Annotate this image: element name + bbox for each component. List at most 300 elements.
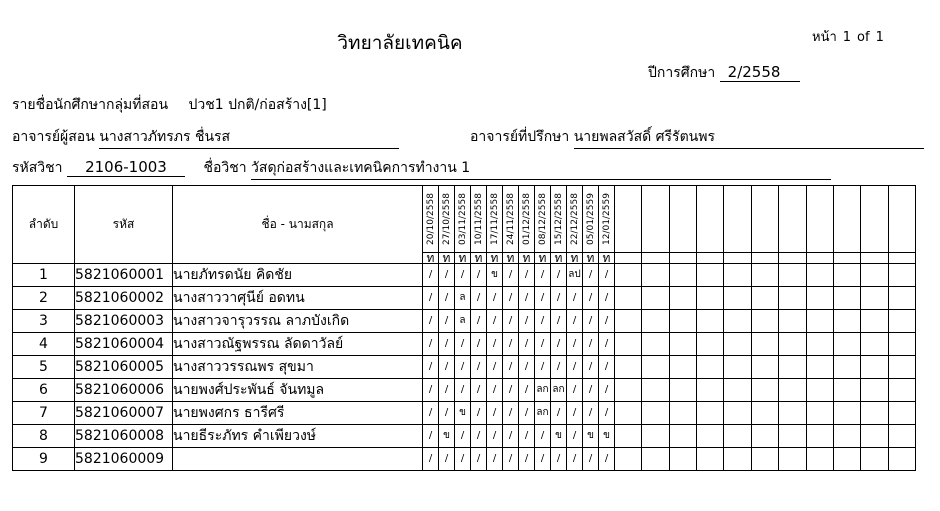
empty-cell bbox=[724, 448, 751, 471]
empty-cell bbox=[642, 379, 669, 402]
table-row bbox=[13, 425, 916, 448]
date-label: 22/12/2558 bbox=[569, 193, 580, 245]
attendance-mark: / bbox=[599, 356, 615, 379]
row-number: 1 bbox=[13, 264, 75, 287]
student-code: 5821060002 bbox=[75, 287, 173, 310]
empty-cell bbox=[642, 264, 669, 287]
attendance-mark: / bbox=[583, 356, 599, 379]
attendance-mark: / bbox=[439, 310, 455, 333]
attendance-mark: / bbox=[567, 310, 583, 333]
empty-cell bbox=[615, 448, 642, 471]
attendance-mark: / bbox=[503, 379, 519, 402]
date-header bbox=[455, 186, 471, 253]
date-header bbox=[551, 186, 567, 253]
empty-cell bbox=[833, 310, 860, 333]
empty-cell bbox=[833, 379, 860, 402]
empty-cell bbox=[697, 310, 724, 333]
empty-header bbox=[751, 186, 778, 253]
empty-cell bbox=[751, 379, 778, 402]
empty-cell bbox=[888, 356, 915, 379]
attendance-mark: / bbox=[503, 333, 519, 356]
empty-cell bbox=[751, 356, 778, 379]
column-header-code: รหัส bbox=[75, 186, 173, 264]
date-label: 12/01/2559 bbox=[601, 193, 612, 245]
attendance-mark: ข bbox=[583, 425, 599, 448]
attendance-mark: / bbox=[423, 379, 439, 402]
empty-cell bbox=[615, 425, 642, 448]
empty-cell bbox=[669, 264, 696, 287]
empty-cell bbox=[751, 448, 778, 471]
attendance-mark: / bbox=[439, 264, 455, 287]
attendance-mark: / bbox=[535, 356, 551, 379]
attendance-mark: / bbox=[583, 333, 599, 356]
attendance-mark: / bbox=[519, 356, 535, 379]
empty-cell bbox=[724, 264, 751, 287]
attendance-mark: / bbox=[423, 356, 439, 379]
sub-mark: ท bbox=[535, 253, 551, 264]
empty-cell bbox=[669, 448, 696, 471]
attendance-mark: / bbox=[471, 333, 487, 356]
empty-header bbox=[669, 186, 696, 253]
attendance-mark: / bbox=[487, 402, 503, 425]
empty-cell bbox=[751, 310, 778, 333]
attendance-mark: / bbox=[471, 425, 487, 448]
empty-cell bbox=[669, 310, 696, 333]
date-header bbox=[583, 186, 599, 253]
empty-cell bbox=[751, 402, 778, 425]
date-label: 24/11/2558 bbox=[505, 193, 516, 245]
page-label: หน้า bbox=[812, 30, 837, 45]
student-code: 5821060008 bbox=[75, 425, 173, 448]
empty-cell bbox=[724, 425, 751, 448]
attendance-mark: / bbox=[519, 402, 535, 425]
empty-cell bbox=[861, 356, 888, 379]
empty-cell bbox=[779, 402, 806, 425]
empty-cell bbox=[642, 287, 669, 310]
attendance-mark: / bbox=[455, 333, 471, 356]
table-row bbox=[13, 333, 916, 356]
attendance-mark: / bbox=[471, 448, 487, 471]
empty-cell bbox=[697, 287, 724, 310]
empty-cell bbox=[669, 379, 696, 402]
attendance-mark: / bbox=[439, 356, 455, 379]
attendance-mark: / bbox=[567, 333, 583, 356]
empty-cell bbox=[779, 379, 806, 402]
attendance-mark: / bbox=[583, 448, 599, 471]
row-number: 9 bbox=[13, 448, 75, 471]
empty-cell bbox=[833, 448, 860, 471]
empty-cell bbox=[642, 310, 669, 333]
table-row bbox=[13, 356, 916, 379]
student-name: นายภัทรดนัย คิดชัย bbox=[173, 264, 423, 287]
date-header bbox=[471, 186, 487, 253]
date-header bbox=[519, 186, 535, 253]
student-name: นางสาววาศุนีย์ อดทน bbox=[173, 287, 423, 310]
attendance-mark: / bbox=[567, 287, 583, 310]
attendance-mark: ล bbox=[455, 310, 471, 333]
empty-cell bbox=[861, 264, 888, 287]
empty-cell bbox=[806, 379, 833, 402]
empty-cell bbox=[751, 333, 778, 356]
empty-cell bbox=[888, 333, 915, 356]
empty-cell bbox=[615, 264, 642, 287]
student-code: 5821060006 bbox=[75, 379, 173, 402]
attendance-mark: / bbox=[535, 264, 551, 287]
empty-cell bbox=[779, 356, 806, 379]
attendance-mark: / bbox=[519, 425, 535, 448]
empty-cell bbox=[697, 379, 724, 402]
attendance-mark: / bbox=[487, 356, 503, 379]
empty-cell bbox=[806, 448, 833, 471]
date-label: 15/12/2558 bbox=[553, 193, 564, 245]
group-value: ปวช1 ปกติ/ก่อสร้าง[1] bbox=[188, 97, 327, 113]
student-name: นางสาวณัฐพรรณ ลัดดาวัลย์ bbox=[173, 333, 423, 356]
date-label: 01/12/2558 bbox=[521, 193, 532, 245]
row-number: 7 bbox=[13, 402, 75, 425]
empty-cell bbox=[669, 333, 696, 356]
column-header-name: ชื่อ - นามสกุล bbox=[173, 186, 423, 264]
empty-cell bbox=[669, 356, 696, 379]
empty-cell bbox=[779, 333, 806, 356]
attendance-mark: ข bbox=[599, 425, 615, 448]
empty-cell bbox=[861, 379, 888, 402]
sub-mark: ท bbox=[583, 253, 599, 264]
empty-cell bbox=[615, 402, 642, 425]
page-indicator bbox=[812, 26, 890, 47]
row-number: 3 bbox=[13, 310, 75, 333]
attendance-mark: / bbox=[567, 379, 583, 402]
attendance-mark: / bbox=[439, 448, 455, 471]
empty-cell bbox=[642, 402, 669, 425]
attendance-mark: / bbox=[503, 310, 519, 333]
empty-cell bbox=[833, 333, 860, 356]
page-of: of bbox=[857, 30, 870, 45]
attendance-mark: / bbox=[583, 310, 599, 333]
attendance-mark: / bbox=[423, 287, 439, 310]
attendance-mark: / bbox=[583, 379, 599, 402]
subject-name-value: วัสดุก่อสร้างและเทคนิคการทำงาน 1 bbox=[251, 157, 831, 180]
empty-cell bbox=[751, 287, 778, 310]
empty-cell bbox=[861, 448, 888, 471]
empty-cell bbox=[669, 287, 696, 310]
attendance-mark: / bbox=[535, 310, 551, 333]
attendance-mark: ลก bbox=[551, 379, 567, 402]
attendance-mark: / bbox=[487, 379, 503, 402]
table-row bbox=[13, 310, 916, 333]
empty-cell bbox=[642, 356, 669, 379]
attendance-mark: / bbox=[487, 448, 503, 471]
empty-cell bbox=[697, 333, 724, 356]
row-number: 2 bbox=[13, 287, 75, 310]
empty-cell bbox=[806, 356, 833, 379]
attendance-mark: / bbox=[503, 287, 519, 310]
empty-cell bbox=[779, 448, 806, 471]
date-header bbox=[503, 186, 519, 253]
table-row bbox=[13, 287, 916, 310]
student-code: 5821060005 bbox=[75, 356, 173, 379]
empty-cell bbox=[751, 264, 778, 287]
attendance-mark: / bbox=[519, 448, 535, 471]
sub-mark: ท bbox=[455, 253, 471, 264]
sub-mark: ท bbox=[567, 253, 583, 264]
table-row bbox=[13, 402, 916, 425]
empty-cell bbox=[669, 425, 696, 448]
attendance-mark: / bbox=[503, 402, 519, 425]
attendance-mark: / bbox=[583, 264, 599, 287]
empty-cell bbox=[833, 425, 860, 448]
date-header bbox=[439, 186, 455, 253]
empty-cell bbox=[888, 402, 915, 425]
empty-cell bbox=[615, 310, 642, 333]
empty-cell bbox=[833, 356, 860, 379]
attendance-mark: / bbox=[503, 264, 519, 287]
attendance-mark: / bbox=[567, 402, 583, 425]
attendance-mark: ล bbox=[455, 287, 471, 310]
student-name: นายพงศกร ธารีศรี bbox=[173, 402, 423, 425]
empty-cell bbox=[642, 448, 669, 471]
date-label: 17/11/2558 bbox=[489, 193, 500, 245]
empty-cell bbox=[806, 425, 833, 448]
student-code: 5821060009 bbox=[75, 448, 173, 471]
sub-mark: ท bbox=[471, 253, 487, 264]
date-header bbox=[599, 186, 615, 253]
attendance-table bbox=[12, 185, 916, 471]
page-number: 1 bbox=[842, 30, 852, 45]
subject-line bbox=[12, 157, 831, 180]
attendance-mark: / bbox=[583, 287, 599, 310]
empty-cell bbox=[697, 356, 724, 379]
student-code: 5821060003 bbox=[75, 310, 173, 333]
attendance-mark: / bbox=[439, 333, 455, 356]
empty-cell bbox=[888, 310, 915, 333]
attendance-mark: / bbox=[535, 425, 551, 448]
attendance-mark: ข bbox=[487, 264, 503, 287]
column-header-no: ลำดับ bbox=[13, 186, 75, 264]
empty-cell bbox=[642, 425, 669, 448]
advisor-value: นายพลสวัสดิ์ ศรีรัตนพร bbox=[574, 126, 924, 149]
date-header bbox=[535, 186, 551, 253]
row-number: 4 bbox=[13, 333, 75, 356]
attendance-mark: / bbox=[551, 264, 567, 287]
teacher-label: อาจารย์ผู้สอน bbox=[12, 129, 95, 145]
empty-cell bbox=[779, 287, 806, 310]
attendance-mark: / bbox=[439, 287, 455, 310]
attendance-mark: / bbox=[519, 264, 535, 287]
attendance-mark: / bbox=[599, 287, 615, 310]
empty-cell bbox=[779, 264, 806, 287]
student-name: นายธีระภัทร คำเพียวงษ์ bbox=[173, 425, 423, 448]
empty-cell bbox=[833, 287, 860, 310]
attendance-mark: / bbox=[599, 402, 615, 425]
subject-name-label: ชื่อวิชา bbox=[203, 160, 247, 176]
subject-code-label: รหัสวิชา bbox=[12, 160, 63, 176]
attendance-mark: / bbox=[551, 356, 567, 379]
empty-header bbox=[642, 186, 669, 253]
advisor-label: อาจารย์ที่ปรึกษา bbox=[470, 129, 570, 145]
group-label: รายชื่อนักศึกษากลุ่มที่สอน bbox=[12, 97, 169, 113]
attendance-mark: / bbox=[567, 356, 583, 379]
attendance-mark: / bbox=[455, 264, 471, 287]
attendance-mark: / bbox=[535, 333, 551, 356]
empty-cell bbox=[697, 425, 724, 448]
attendance-mark: / bbox=[471, 379, 487, 402]
empty-cell bbox=[615, 356, 642, 379]
attendance-mark: / bbox=[471, 264, 487, 287]
empty-header bbox=[697, 186, 724, 253]
sub-mark: ท bbox=[487, 253, 503, 264]
empty-cell bbox=[861, 333, 888, 356]
empty-cell bbox=[779, 310, 806, 333]
attendance-mark: / bbox=[519, 287, 535, 310]
attendance-mark: / bbox=[439, 379, 455, 402]
empty-cell bbox=[724, 310, 751, 333]
attendance-mark: / bbox=[423, 310, 439, 333]
empty-header bbox=[888, 186, 915, 253]
college-title: วิทยาลัยเทคนิค bbox=[337, 32, 463, 54]
date-label: 05/01/2559 bbox=[585, 193, 596, 245]
empty-cell bbox=[724, 356, 751, 379]
academic-year bbox=[648, 62, 800, 84]
empty-cell bbox=[806, 333, 833, 356]
date-header bbox=[487, 186, 503, 253]
empty-cell bbox=[888, 425, 915, 448]
empty-cell bbox=[861, 287, 888, 310]
attendance-mark: ข bbox=[455, 402, 471, 425]
page-total: 1 bbox=[875, 30, 884, 45]
empty-cell bbox=[888, 287, 915, 310]
empty-header bbox=[833, 186, 860, 253]
attendance-mark: / bbox=[487, 310, 503, 333]
sub-mark: ท bbox=[551, 253, 567, 264]
empty-cell bbox=[724, 333, 751, 356]
sub-mark: ท bbox=[439, 253, 455, 264]
attendance-mark: / bbox=[519, 379, 535, 402]
attendance-mark: / bbox=[599, 310, 615, 333]
date-header bbox=[423, 186, 439, 253]
attendance-mark: / bbox=[471, 356, 487, 379]
attendance-mark: / bbox=[599, 379, 615, 402]
empty-cell bbox=[806, 402, 833, 425]
attendance-mark: / bbox=[423, 333, 439, 356]
empty-cell bbox=[669, 402, 696, 425]
attendance-mark: / bbox=[519, 310, 535, 333]
year-value: 2/2558 bbox=[720, 63, 800, 82]
year-label: ปีการศึกษา bbox=[648, 65, 716, 81]
attendance-mark: / bbox=[519, 333, 535, 356]
attendance-mark: / bbox=[551, 448, 567, 471]
attendance-mark: ลป bbox=[567, 264, 583, 287]
attendance-mark: / bbox=[439, 402, 455, 425]
empty-cell bbox=[615, 379, 642, 402]
student-code: 5821060001 bbox=[75, 264, 173, 287]
teacher-value: นางสาวภัทรภร ชื่นรส bbox=[99, 126, 399, 149]
table-row bbox=[13, 448, 916, 471]
attendance-mark: / bbox=[599, 264, 615, 287]
empty-header bbox=[615, 186, 642, 253]
attendance-mark: / bbox=[503, 448, 519, 471]
empty-header bbox=[779, 186, 806, 253]
attendance-mark: / bbox=[599, 333, 615, 356]
attendance-mark: / bbox=[455, 379, 471, 402]
attendance-mark: ลก bbox=[535, 379, 551, 402]
empty-cell bbox=[833, 402, 860, 425]
empty-cell bbox=[697, 402, 724, 425]
student-name bbox=[173, 448, 423, 471]
subject-code-value: 2106-1003 bbox=[67, 158, 185, 177]
attendance-mark: / bbox=[471, 310, 487, 333]
empty-header bbox=[806, 186, 833, 253]
date-label: 03/11/2558 bbox=[457, 193, 468, 245]
empty-cell bbox=[779, 425, 806, 448]
date-label: 10/11/2558 bbox=[473, 193, 484, 245]
empty-header bbox=[861, 186, 888, 253]
attendance-mark: / bbox=[423, 264, 439, 287]
date-label: 08/12/2558 bbox=[537, 193, 548, 245]
attendance-mark: / bbox=[583, 402, 599, 425]
attendance-mark: / bbox=[423, 448, 439, 471]
empty-cell bbox=[806, 310, 833, 333]
attendance-mark: / bbox=[455, 425, 471, 448]
attendance-mark: / bbox=[551, 310, 567, 333]
attendance-mark: / bbox=[455, 356, 471, 379]
attendance-mark: / bbox=[423, 425, 439, 448]
empty-cell bbox=[615, 287, 642, 310]
student-code: 5821060007 bbox=[75, 402, 173, 425]
row-number: 6 bbox=[13, 379, 75, 402]
empty-cell bbox=[888, 264, 915, 287]
attendance-mark: / bbox=[503, 356, 519, 379]
empty-cell bbox=[615, 333, 642, 356]
attendance-mark: ข bbox=[551, 425, 567, 448]
attendance-mark: / bbox=[567, 425, 583, 448]
attendance-mark: / bbox=[567, 448, 583, 471]
date-header bbox=[567, 186, 583, 253]
empty-header bbox=[724, 186, 751, 253]
empty-cell bbox=[861, 310, 888, 333]
empty-cell bbox=[724, 379, 751, 402]
empty-cell bbox=[861, 425, 888, 448]
sub-mark: ท bbox=[599, 253, 615, 264]
attendance-mark: / bbox=[487, 425, 503, 448]
empty-cell bbox=[806, 264, 833, 287]
attendance-mark: / bbox=[599, 448, 615, 471]
empty-cell bbox=[724, 402, 751, 425]
empty-cell bbox=[642, 333, 669, 356]
empty-cell bbox=[888, 379, 915, 402]
attendance-mark: / bbox=[455, 448, 471, 471]
attendance-mark: / bbox=[551, 402, 567, 425]
attendance-mark: / bbox=[471, 287, 487, 310]
attendance-mark: / bbox=[551, 333, 567, 356]
date-label: 20/10/2558 bbox=[425, 193, 436, 245]
date-label: 27/10/2558 bbox=[441, 193, 452, 245]
empty-cell bbox=[697, 264, 724, 287]
empty-cell bbox=[861, 402, 888, 425]
empty-cell bbox=[697, 448, 724, 471]
attendance-mark: / bbox=[487, 287, 503, 310]
empty-cell bbox=[724, 287, 751, 310]
table-row bbox=[13, 264, 916, 287]
advisor-line bbox=[470, 126, 924, 149]
attendance-mark: / bbox=[487, 333, 503, 356]
table-row bbox=[13, 379, 916, 402]
sub-mark: ท bbox=[503, 253, 519, 264]
student-name: นางสาวจารุวรรณ ลาภบังเกิด bbox=[173, 310, 423, 333]
empty-cell bbox=[888, 448, 915, 471]
student-code: 5821060004 bbox=[75, 333, 173, 356]
roster-body bbox=[13, 264, 916, 471]
attendance-mark: / bbox=[535, 287, 551, 310]
